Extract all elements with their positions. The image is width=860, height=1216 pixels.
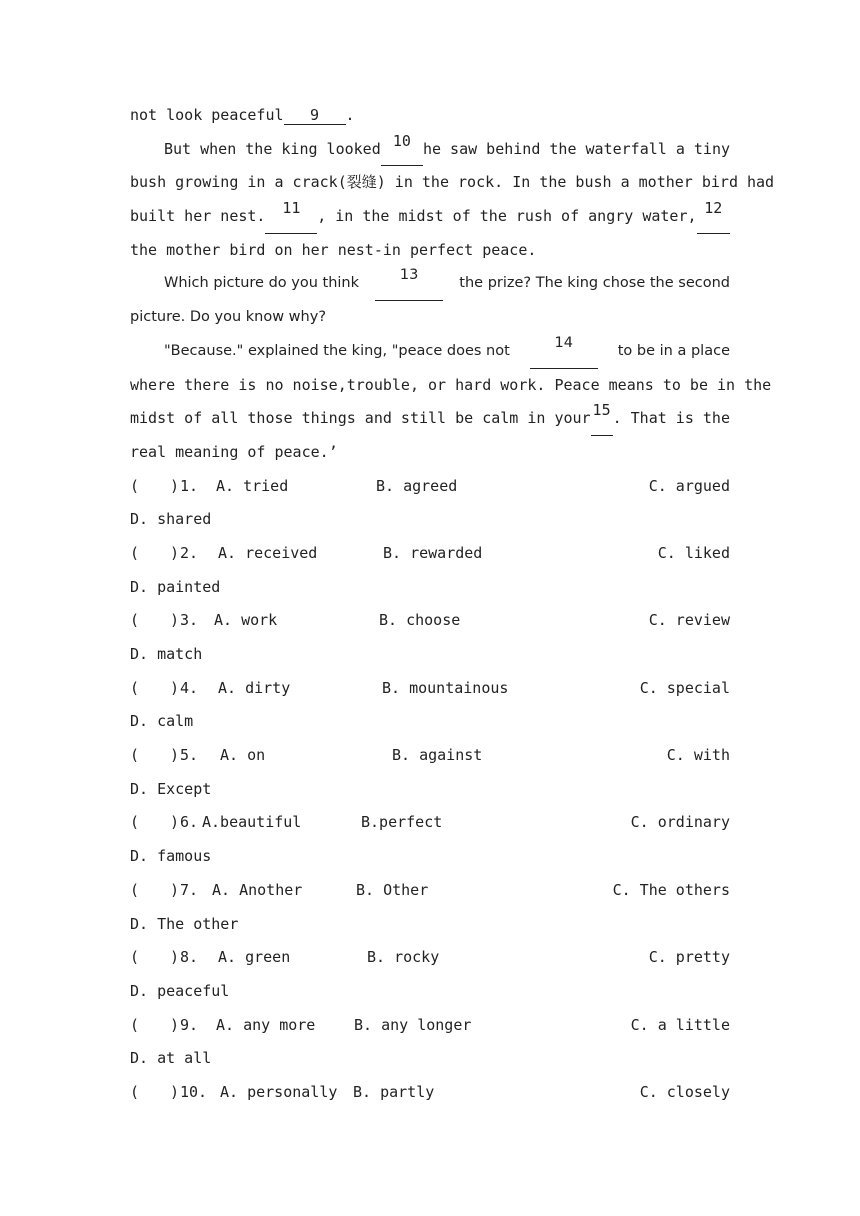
question-row-cont	[130, 773, 730, 807]
passage-text: But when the king looked	[164, 139, 381, 158]
question-row-cont	[130, 503, 730, 537]
passage-line	[130, 133, 730, 167]
question-number: 4.	[180, 678, 199, 697]
question-number: 1.	[180, 476, 199, 495]
option-a: A. on	[220, 746, 266, 765]
option-c: C. special	[639, 678, 730, 697]
option-c: C. review	[648, 611, 730, 630]
question-row-cont	[130, 1042, 730, 1076]
option-c: C. with	[666, 746, 730, 765]
passage-text: the prize? The king chose the second	[459, 275, 730, 292]
option-a: A. work	[214, 611, 278, 630]
option-a: A. tried	[216, 476, 289, 495]
answer-blank: 15	[591, 402, 613, 436]
question-row	[130, 874, 730, 908]
passage-line	[130, 166, 775, 200]
question-row-cont	[130, 638, 730, 672]
option-b: B. rewarded	[383, 543, 483, 562]
passage-text: bush growing in a crack(裂缝) in the rock. In the bush a mother bird had	[130, 173, 775, 192]
answer-bracket-open: (	[130, 813, 140, 832]
answer-bracket-close: )	[170, 1015, 180, 1034]
option-d: D. match	[130, 645, 203, 663]
option-b: B. agreed	[376, 476, 458, 495]
question-number: 10.	[180, 1082, 208, 1101]
passage-text: built her nest.	[130, 207, 266, 226]
option-c: C. closely	[639, 1082, 730, 1101]
answer-bracket-open: (	[130, 1015, 140, 1034]
question-row	[130, 672, 730, 706]
option-c: C. pretty	[648, 948, 730, 967]
passage-line	[130, 436, 730, 470]
option-d: D. calm	[130, 712, 194, 731]
passage-text: to be in a place	[617, 342, 730, 359]
option-b: B.perfect	[361, 813, 443, 832]
question-number: 8.	[180, 948, 199, 967]
passage-line	[130, 267, 730, 301]
option-b: B. against	[392, 746, 483, 765]
option-b: B. mountainous	[382, 678, 509, 697]
passage-text: not look peaceful	[130, 106, 284, 124]
passage-text: . That is the	[612, 409, 730, 428]
option-a: A. received	[218, 543, 318, 562]
answer-bracket-open: (	[130, 880, 140, 899]
passage-text: , in the midst of the rush of angry water,	[317, 207, 697, 226]
option-b: B. choose	[379, 611, 461, 630]
passage-text: midst of all those things and still be calm in your	[130, 409, 591, 428]
question-row	[130, 537, 730, 571]
option-c: C. liked	[657, 543, 730, 562]
passage-line	[130, 234, 730, 268]
option-d: D. shared	[130, 510, 212, 529]
option-c: C. argued	[648, 476, 730, 495]
passage-text: the mother bird on her nest-in perfect peace.	[130, 240, 537, 259]
passage-text: picture. Do you know why?	[130, 309, 327, 326]
option-d: D. painted	[130, 577, 221, 596]
option-d: D. famous	[130, 847, 212, 866]
question-row	[130, 1076, 730, 1110]
option-a: A. Another	[212, 880, 303, 899]
answer-bracket-close: )	[170, 678, 180, 697]
answer-bracket-close: )	[170, 813, 180, 832]
question-row-cont	[130, 571, 730, 605]
question-number: 6.	[180, 813, 199, 832]
question-row	[130, 604, 730, 638]
option-a: A.beautiful	[202, 813, 302, 832]
answer-bracket-open: (	[130, 1082, 140, 1101]
answer-blank: 11	[265, 200, 317, 234]
question-number: 5.	[180, 746, 199, 765]
passage-text: real meaning of peace.’	[130, 442, 338, 461]
question-number: 7.	[180, 880, 199, 899]
option-b: B. partly	[353, 1082, 435, 1101]
answer-bracket-open: (	[130, 543, 140, 562]
exam-content	[130, 99, 775, 1110]
answer-bracket-close: )	[170, 1082, 180, 1101]
option-d: D. Except	[130, 779, 212, 798]
answer-blank: 9	[284, 107, 346, 125]
answer-bracket-close: )	[170, 543, 180, 562]
question-list	[130, 470, 730, 1110]
passage-line	[130, 200, 730, 234]
question-number: 2.	[180, 543, 199, 562]
option-b: B. Other	[356, 880, 429, 899]
answer-bracket-close: )	[170, 880, 180, 899]
answer-bracket-open: (	[130, 678, 140, 697]
question-row-cont	[130, 840, 730, 874]
passage-text: "Because." explained the king, "peace does not	[164, 342, 510, 359]
passage-line	[130, 335, 730, 369]
passage-line	[130, 369, 772, 403]
option-d: D. The other	[130, 914, 239, 933]
passage-line	[130, 99, 730, 133]
question-row	[130, 739, 730, 773]
answer-blank: 13	[375, 267, 443, 301]
passage-text: he saw behind the waterfall a tiny	[422, 139, 730, 158]
passage-text: where there is no noise,trouble, or hard work. Peace means to be in the	[130, 375, 772, 394]
option-a: A. personally	[220, 1082, 338, 1101]
question-row	[130, 941, 730, 975]
answer-bracket-close: )	[170, 476, 180, 495]
option-b: B. any longer	[354, 1015, 472, 1034]
question-row-cont	[130, 705, 730, 739]
question-row-cont	[130, 908, 730, 942]
question-row-cont	[130, 975, 730, 1009]
option-c: C. a little	[630, 1015, 730, 1034]
option-a: A. green	[218, 948, 291, 967]
option-b: B. rocky	[367, 948, 440, 967]
answer-bracket-open: (	[130, 476, 140, 495]
option-d: D. at all	[130, 1049, 212, 1068]
answer-bracket-close: )	[170, 948, 180, 967]
option-a: A. dirty	[218, 678, 291, 697]
answer-bracket-close: )	[170, 611, 180, 630]
option-d: D. peaceful	[130, 981, 230, 1000]
question-number: 3.	[180, 611, 199, 630]
option-c: C. ordinary	[630, 813, 730, 832]
answer-bracket-close: )	[170, 746, 180, 765]
answer-blank: 12	[697, 200, 730, 234]
passage-line	[130, 301, 730, 335]
question-number: 9.	[180, 1015, 199, 1034]
option-c: C. The others	[612, 880, 730, 899]
passage-text: Which picture do you think	[164, 275, 360, 292]
question-row	[130, 470, 730, 504]
question-row	[130, 806, 730, 840]
answer-blank: 14	[530, 335, 598, 369]
answer-bracket-open: (	[130, 948, 140, 967]
answer-bracket-open: (	[130, 746, 140, 765]
passage-text: .	[345, 106, 355, 124]
question-row	[130, 1009, 730, 1043]
answer-bracket-open: (	[130, 611, 140, 630]
passage-line	[130, 402, 730, 436]
answer-blank: 10	[381, 133, 423, 167]
option-a: A. any more	[216, 1015, 316, 1034]
